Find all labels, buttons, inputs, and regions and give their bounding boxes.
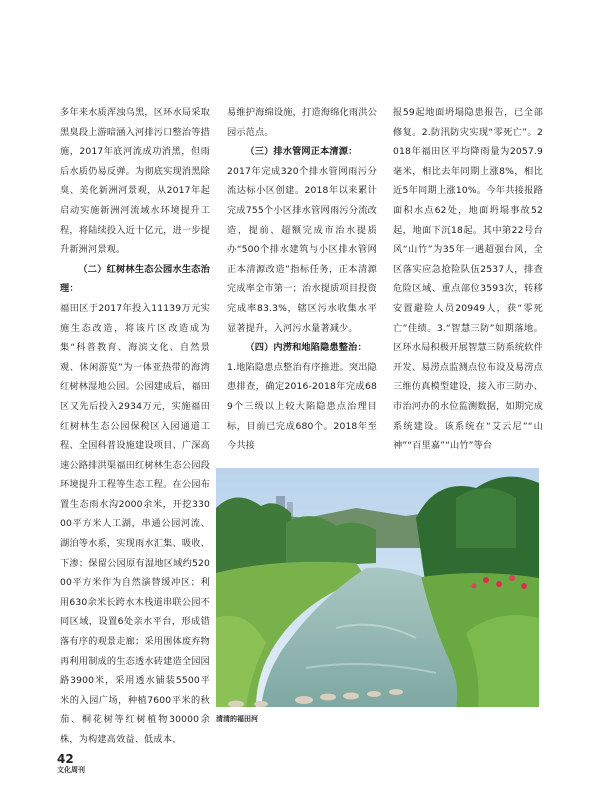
paragraph: 2017年完成320个排水管网雨污分流达标小区创建。2018年以来累计完成755个小区排水管网雨污分流改造，提前、超额完成市治水提质办“500个排水建筑与小区排水管网正本清源改造”指标任务，正本清源完成率全市第一；治水提质项目投资完成率83.3%，辖区污水收集水平显著提升，入河污水量著减少。 [227,165,377,334]
photo-caption: 清清的福田河 [216,715,258,723]
text-column-1 [60,103,210,750]
paragraph: 福田区于2017年投入11139万元实施生态改造，将该片区改造成为集“科普教育、海滨文化、自然景观、休闲游览”为一体亚热带的海湾红树林湿地公园。公园建成后，福田区又先后投入2934万元，实施福田红树林生态公园保税区入园通道工程、全国科普设施建设项目、广深高速公路排洪渠福田红树林生态公园段环境提升工程等生态工程。在公园布置生态雨水沟2000余米，开挖33000平方米人工湖，串通公园河流、湖泊等水系，实现雨水汇集、吸收、下渗；保留公园原有湿地区域约52000平方米作为自然演替缓冲区；利用630余米长跨水木栈道串联公园不同区域，设置6处亲水平台，形成错落有序的观景走廊；采用围体废弃物再利用制成的生态透水砖建造全园园路3900米，采用透水铺装5500平米的入园广场，种植7600平米的秋茄、桐花树等红树植物30000余株，为构建高效益、低成本、 [60,302,210,745]
page-number: 42 [57,752,74,766]
paragraph: 易维护海绵设施，打造海绵化雨洪公园示范点。 [227,107,377,138]
text-column-3 [393,103,543,456]
section-heading: （四）内涝和地陷隐患整治： [245,342,367,354]
paragraph: 1.地陷隐患点整治有序推进。突出隐患排查，确定2016-2018年完成689个三级以上较大陷隐患点治理目标，目前已完成680个。2018年至今共接 [227,361,377,452]
section-heading: （三）排水管网正本清源： [245,146,358,158]
magazine-name: 文化周刊 [57,766,85,774]
section-heading: （二）红树林生态公园水生态治理： [60,263,210,295]
text-column-2 [227,103,377,456]
river-photo [216,468,539,707]
paragraph: 多年来水质浑浊乌黑，区环水局采取黑臭段上游暗涵入河排污口整治等措施，2017年底河流成功消黑，但雨后水质仍易反弹。为彻底实现消黑除臭、美化新洲河景观，从2017年起启动实施新洲河流域水环境提升工程，将陆续投入近十亿元，进一步提升新洲河景观。 [60,107,210,256]
paragraph: 报59起地面坍塌隐患报告，已全部修复。2.防汛防灾实现“零死亡”。2018年福田区平均降雨量为2057.9毫米，相比去年同期上涨8%，相比近5年同期上涨10%。今年共接报路面积水点62处，地面坍塌事故52起，地面下沉18起。其中第22号台风“山竹”为35年一遇超强台风，全区落实应急抢险队伍2537人，排查危险区域、重点部位3593次，转移安置避险人员20949人，获“零死亡”佳绩。3.“智慧三防”如期落地。区环水局积极开展智慧三防系统软件开发、易涝点监测点位布设及易涝点三维仿真模型建设，接入市三防办、市治河办的水位监测数据，如期完成系统建设。该系统在“艾云尼”“山神”“百里嘉”“山竹”等台 [393,107,543,452]
